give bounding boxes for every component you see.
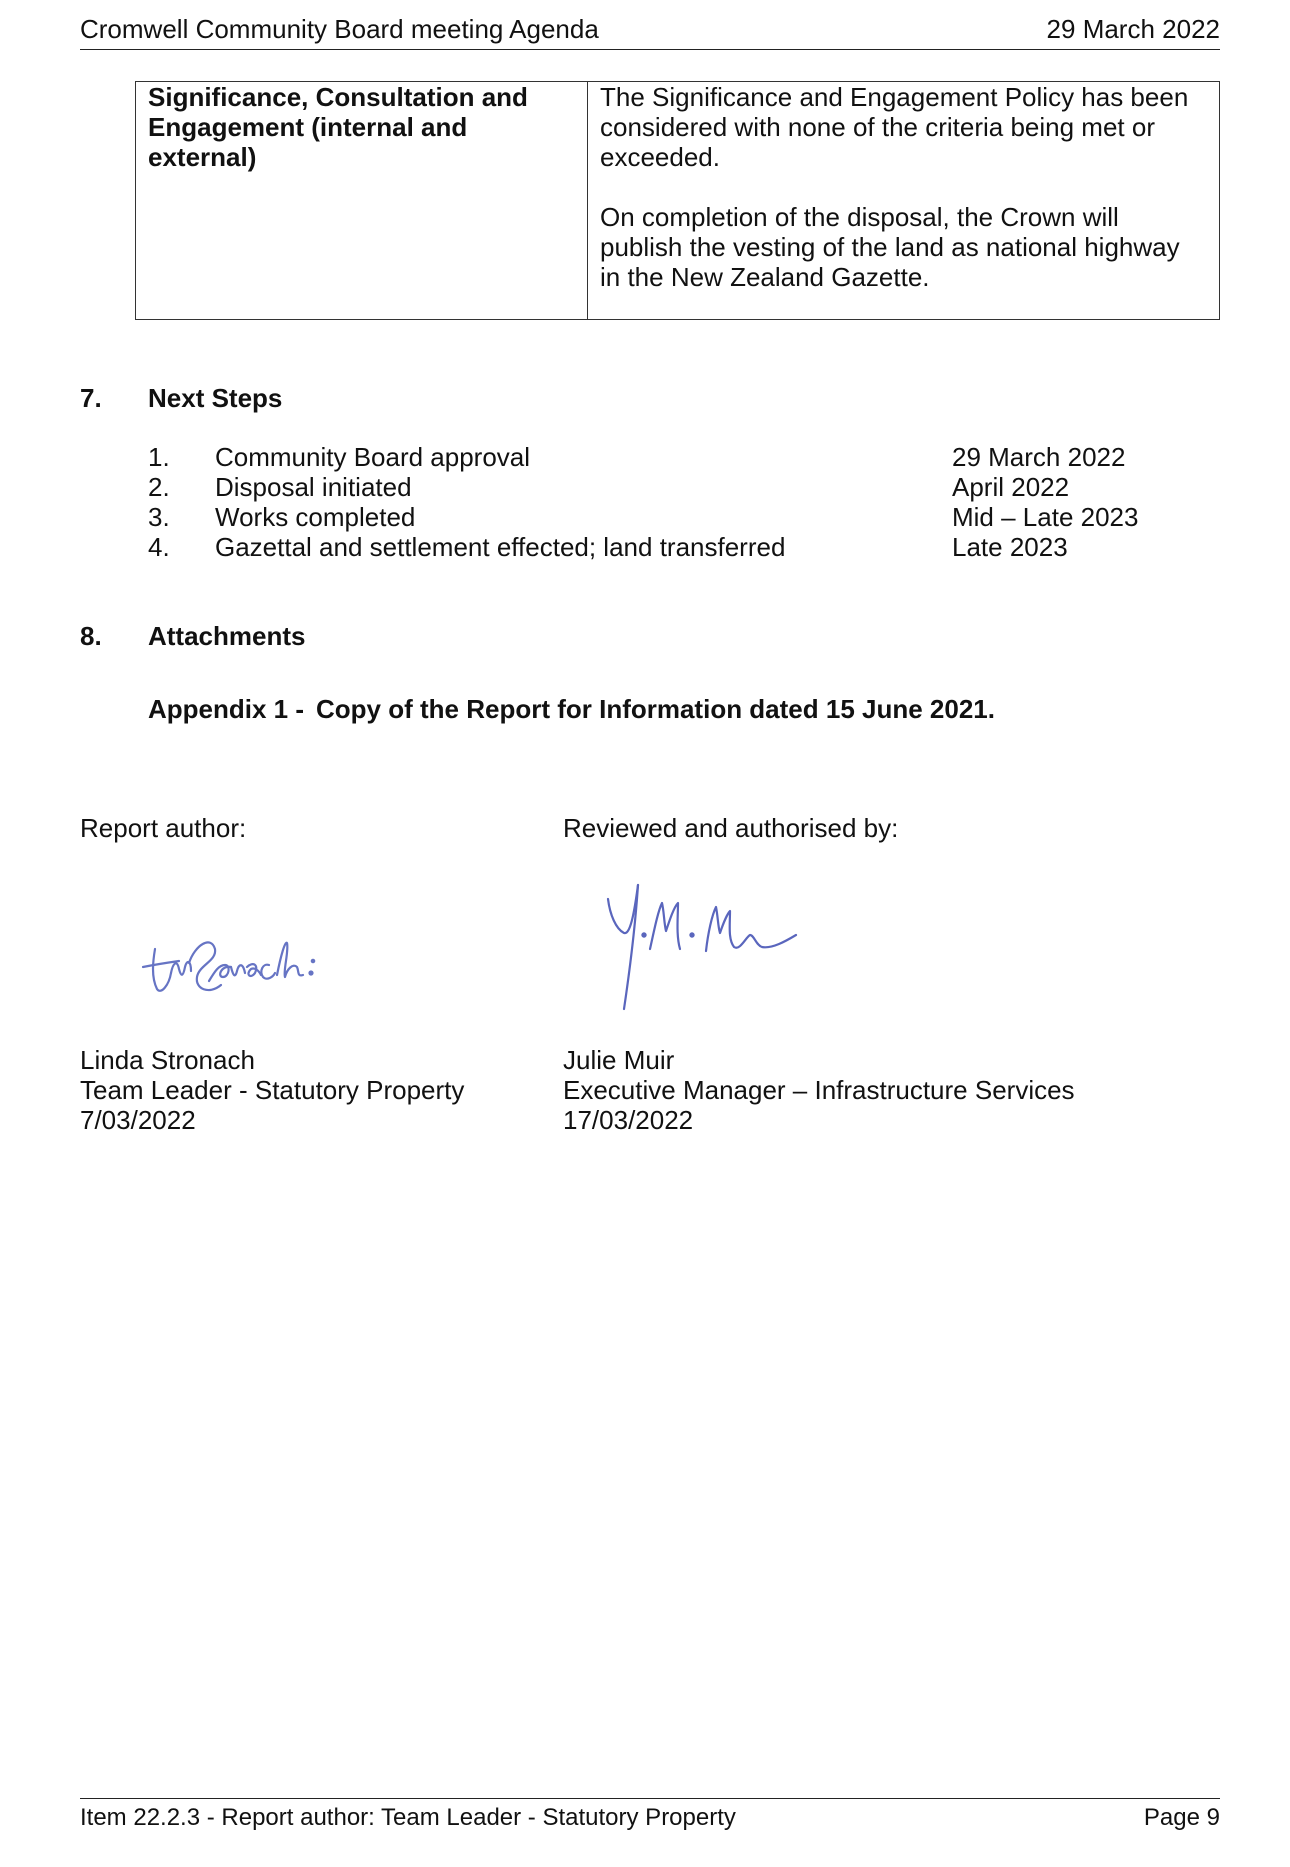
significance-label: Significance, Consultation and Engagement (internal and external) <box>136 82 588 320</box>
page-number: Page 9 <box>1143 1804 1220 1831</box>
section-number: 8. <box>80 621 102 651</box>
significance-content <box>588 82 1220 320</box>
list-item <box>148 502 1148 532</box>
step-text: Disposal initiated <box>215 472 412 502</box>
reviewer-heading: Reviewed and authorised by: <box>563 813 899 843</box>
significance-table <box>135 81 1220 320</box>
table-row <box>136 82 1220 320</box>
list-item <box>148 532 1148 562</box>
reviewer-signature <box>600 875 830 1015</box>
section-number: 7. <box>80 383 102 413</box>
reviewer-role: Executive Manager – Infrastructure Services <box>563 1075 1075 1105</box>
list-item <box>148 442 1148 472</box>
footer-item: Item 22.2.3 - Report author: Team Leader - Statutory Property <box>80 1804 736 1831</box>
appendix-entry[interactable] <box>148 694 995 725</box>
step-number: 2. <box>148 472 170 502</box>
step-text: Community Board approval <box>215 442 531 472</box>
step-text: Gazettal and settlement effected; land transferred <box>215 532 786 562</box>
section-heading-attachments: Attachments <box>148 621 306 651</box>
list-item <box>148 472 1148 502</box>
author-role: Team Leader - Statutory Property <box>80 1075 465 1105</box>
step-number: 1. <box>148 442 170 472</box>
significance-paragraph: On completion of the disposal, the Crown will publish the vesting of the land as national highway in the New Zealand Gazette. <box>600 202 1180 292</box>
author-heading: Report author: <box>80 813 247 843</box>
header-title: Cromwell Community Board meeting Agenda <box>80 14 599 44</box>
step-date: Mid – Late 2023 <box>952 502 1139 532</box>
author-name: Linda Stronach <box>80 1045 255 1075</box>
author-signature <box>135 915 335 1005</box>
footer-rule <box>80 1798 1220 1799</box>
author-block <box>80 1045 464 1135</box>
header-date: 29 March 2022 <box>1046 14 1220 44</box>
step-date: Late 2023 <box>952 532 1068 562</box>
reviewer-date: 17/03/2022 <box>563 1105 694 1135</box>
significance-paragraph: The Significance and Engagement Policy has been considered with none of the criteria being met or exceeded. <box>600 82 1189 172</box>
reviewer-name: Julie Muir <box>563 1045 675 1075</box>
step-number: 4. <box>148 532 170 562</box>
reviewer-block <box>563 1045 1075 1135</box>
appendix-label: Appendix 1 - <box>148 694 305 724</box>
step-number: 3. <box>148 502 170 532</box>
appendix-title: Copy of the Report for Information dated 15 June 2021. <box>316 694 995 724</box>
step-text: Works completed <box>215 502 416 532</box>
step-date: 29 March 2022 <box>952 442 1126 472</box>
step-date: April 2022 <box>952 472 1070 502</box>
header-rule <box>80 49 1220 50</box>
section-heading-next-steps: Next Steps <box>148 383 283 413</box>
next-steps-list <box>148 442 1148 562</box>
author-date: 7/03/2022 <box>80 1105 196 1135</box>
